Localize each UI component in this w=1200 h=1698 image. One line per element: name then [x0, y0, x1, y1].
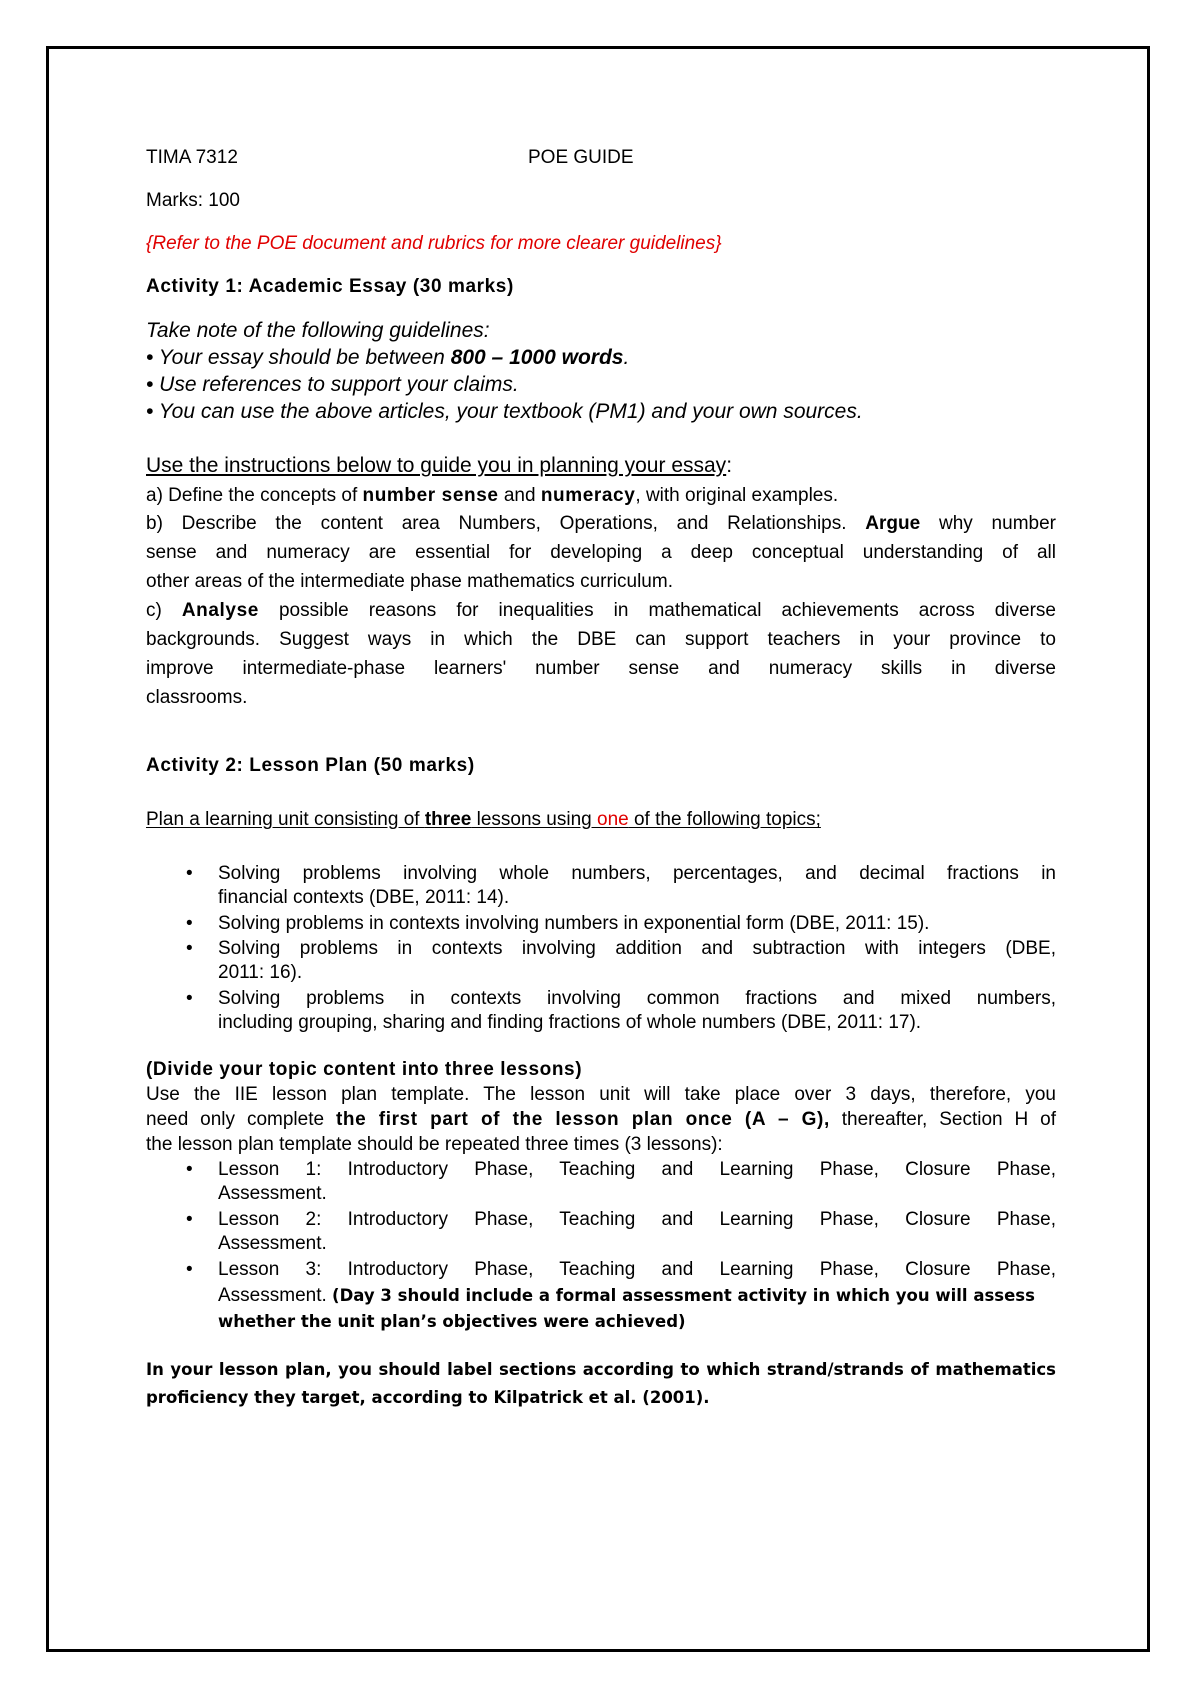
instructions-heading: Use the instructions below to guide you in planning your essay:: [146, 454, 733, 477]
bullet: •: [186, 1159, 193, 1180]
instruction-c-line2: backgrounds. Suggest ways in which the DBE can support teachers in your province to: [146, 629, 1056, 650]
document-title: POE GUIDE: [528, 147, 634, 168]
activity2-heading: Activity 2: Lesson Plan (50 marks): [146, 755, 475, 776]
marks-total: Marks: 100: [146, 190, 240, 211]
guidelines-intro: Take note of the following guidelines:: [146, 319, 490, 342]
bullet: •: [186, 938, 193, 959]
instruction-b-line1: b) Describe the content area Numbers, Operations, and Relationships. Argue why number: [146, 513, 1056, 534]
final-instruction-line2: proficiency they target, according to Kilpatrick et al. (2001).: [146, 1388, 710, 1407]
course-code: TIMA 7312: [146, 147, 238, 168]
plan-instruction: Plan a learning unit consisting of three lessons using one of the following topics;: [146, 809, 821, 830]
instruction-b-line3: other areas of the intermediate phase mathematics curriculum.: [146, 571, 673, 592]
instruction-c-line3: improve intermediate-phase learners' number sense and numeracy skills in diverse: [146, 658, 1056, 679]
instruction-c-line4: classrooms.: [146, 687, 248, 708]
bullet: •: [186, 988, 193, 1009]
guideline-references: • Use references to support your claims.: [146, 373, 519, 396]
bullet: •: [186, 913, 193, 934]
instruction-c-line1: c) Analyse possible reasons for inequalities in mathematical achievements across diverse: [146, 600, 1056, 621]
bullet: •: [186, 1209, 193, 1230]
instruction-a: a) Define the concepts of number sense and numeracy, with original examples.: [146, 485, 839, 506]
bullet: •: [186, 863, 193, 884]
activity1-heading: Activity 1: Academic Essay (30 marks): [146, 276, 514, 297]
guideline-sources: • You can use the above articles, your textbook (PM1) and your own sources.: [146, 400, 863, 423]
divide-heading: (Divide your topic content into three lessons): [146, 1059, 583, 1080]
bullet: •: [186, 1259, 193, 1280]
template-line2: need only complete the first part of the lesson plan once (A – G), thereafter, Section H of: [146, 1109, 1056, 1130]
template-line3: the lesson plan template should be repeated three times (3 lessons):: [146, 1134, 723, 1155]
guideline-note: {Refer to the POE document and rubrics for more clearer guidelines}: [146, 233, 722, 254]
final-instruction-line1: In your lesson plan, you should label sections according to which strand/strands of mathematics: [146, 1360, 1056, 1379]
instruction-b-line2: sense and numeracy are essential for developing a deep conceptual understanding of all: [146, 542, 1056, 563]
guideline-word-count: • Your essay should be between 800 – 1000 words.: [146, 346, 630, 369]
template-line1: Use the IIE lesson plan template. The lesson unit will take place over 3 days, therefore, you: [146, 1084, 1056, 1105]
